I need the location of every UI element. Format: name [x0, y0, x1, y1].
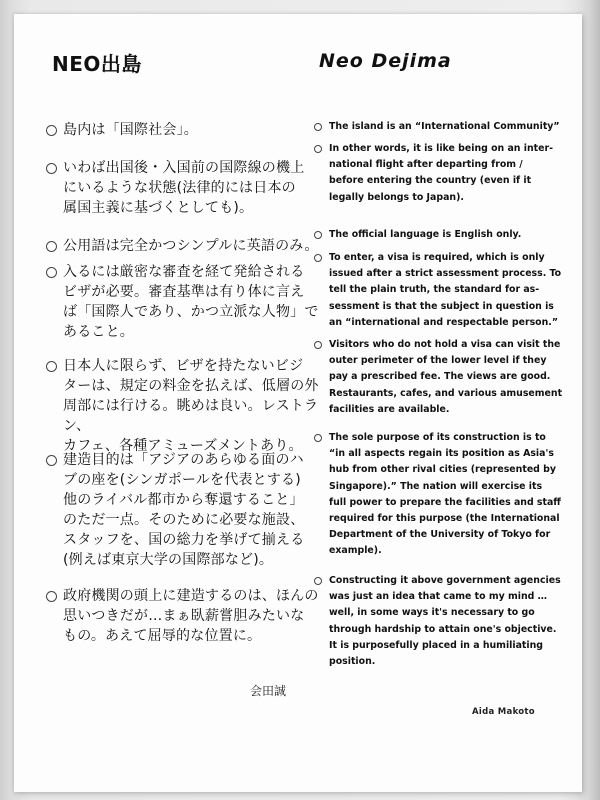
title-english: Neo Dejima [319, 50, 452, 72]
en-item-7 [314, 573, 579, 670]
ja-item-text: いわば出国後・入国前の国際線の機上 にいるような状態(法律的には日本の 属国主義に基づくとしても)。 [63, 160, 305, 216]
ja-item-3 [46, 236, 323, 256]
bullet-circle-icon [314, 123, 322, 131]
title-japanese: NEO出島 [52, 52, 142, 76]
ja-item-text: 公用語は完全かつシンプルに英語のみ。 [63, 238, 319, 254]
bullet-circle-icon [46, 591, 57, 602]
bullet-circle-icon [314, 434, 322, 442]
ja-item-4 [46, 262, 323, 342]
en-item-text: To enter, a visa is required, which is only issued after a strict assessment process. To tell the plain truth, the standard for as- sessment is that the subject in question is an “international and respectable person.” [329, 252, 562, 328]
en-item-text: The sole purpose of its construction is to “in all aspects regain its position as Asia's hub from other rival cities (represented by Singapore).” The nation will exercise its full power to prepare the facilities and staff required for this purpose (the International Department of the University of Tokyo for example). [329, 432, 561, 557]
en-item-text: The island is an “International Community” [329, 121, 560, 132]
en-item-3 [314, 227, 579, 243]
bullet-circle-icon [46, 163, 57, 174]
author-name-japanese: 会田誠 [250, 684, 287, 698]
ja-item-2 [46, 158, 323, 218]
bullet-circle-icon [46, 241, 57, 252]
en-item-4 [314, 250, 579, 331]
bullet-circle-icon [46, 125, 57, 136]
author-name-english: Aida Makoto [472, 707, 535, 717]
ja-item-text: 島内は「国際社会」。 [63, 122, 198, 138]
en-item-text: Constructing it above government agencies was just an idea that came to my mind … well, in some ways it's necessary to go through hardship to attain one's objective. It is purposefully placed in a humiliating position. [329, 575, 561, 668]
ja-item-text: 日本人に限らず、ビザを持たないビジ ターは、規定の料金を払えば、低層の外 周部には行ける。眺めは良い。レストラン、 カフェ、各種アミューズメントあり。 [63, 358, 319, 454]
en-item-text: In other words, it is like being on an inter- national flight after departing from / before entering the country (even if it legally belongs to Japan). [329, 143, 553, 203]
ja-item-text: 建造目的は「アジアのあらゆる面のハ ブの座を(シンガポールを代表とする) 他のライバル都市から奪還すること」 のただ一点。そのために必要な施設、 スタッフを、国の総力を挙げて揃える (例えば東京大学の国際部など)。 [63, 452, 305, 568]
bullet-circle-icon [314, 145, 322, 153]
bullet-circle-icon [314, 341, 322, 349]
ja-item-text: 入るには厳密な審査を経て発給される ビザが必要。審査基準は有り体に言え ば「国際人であり、かつ立派な人物」で あること。 [63, 264, 319, 340]
wall-edge [588, 0, 600, 800]
ja-item-text: 政府機関の頭上に建造するのは、ほんの 思いつきだが…まぁ臥薪嘗胆みたいな もの。あえて屈辱的な位置に。 [63, 588, 319, 644]
bullet-circle-icon [46, 267, 57, 278]
en-item-1 [314, 119, 579, 135]
bullet-circle-icon [46, 455, 57, 466]
en-item-2 [314, 141, 579, 206]
ja-item-7 [46, 586, 323, 646]
bullet-circle-icon [314, 231, 322, 239]
ja-item-6 [46, 450, 323, 570]
bullet-circle-icon [314, 254, 322, 262]
en-item-text: Visitors who do not hold a visa can visit the outer perimeter of the lower level if they pay a prescribed fee. The views are good. Restaurants, cafes, and various amusement facilities are available. [329, 339, 563, 415]
en-item-6 [314, 430, 579, 560]
bullet-circle-icon [314, 577, 322, 585]
en-item-text: The official language is English only. [329, 229, 522, 240]
exhibition-caption-card [14, 14, 582, 792]
bullet-circle-icon [46, 361, 57, 372]
ja-item-1 [46, 120, 323, 140]
en-item-5 [314, 337, 579, 418]
ja-item-5 [46, 356, 323, 456]
